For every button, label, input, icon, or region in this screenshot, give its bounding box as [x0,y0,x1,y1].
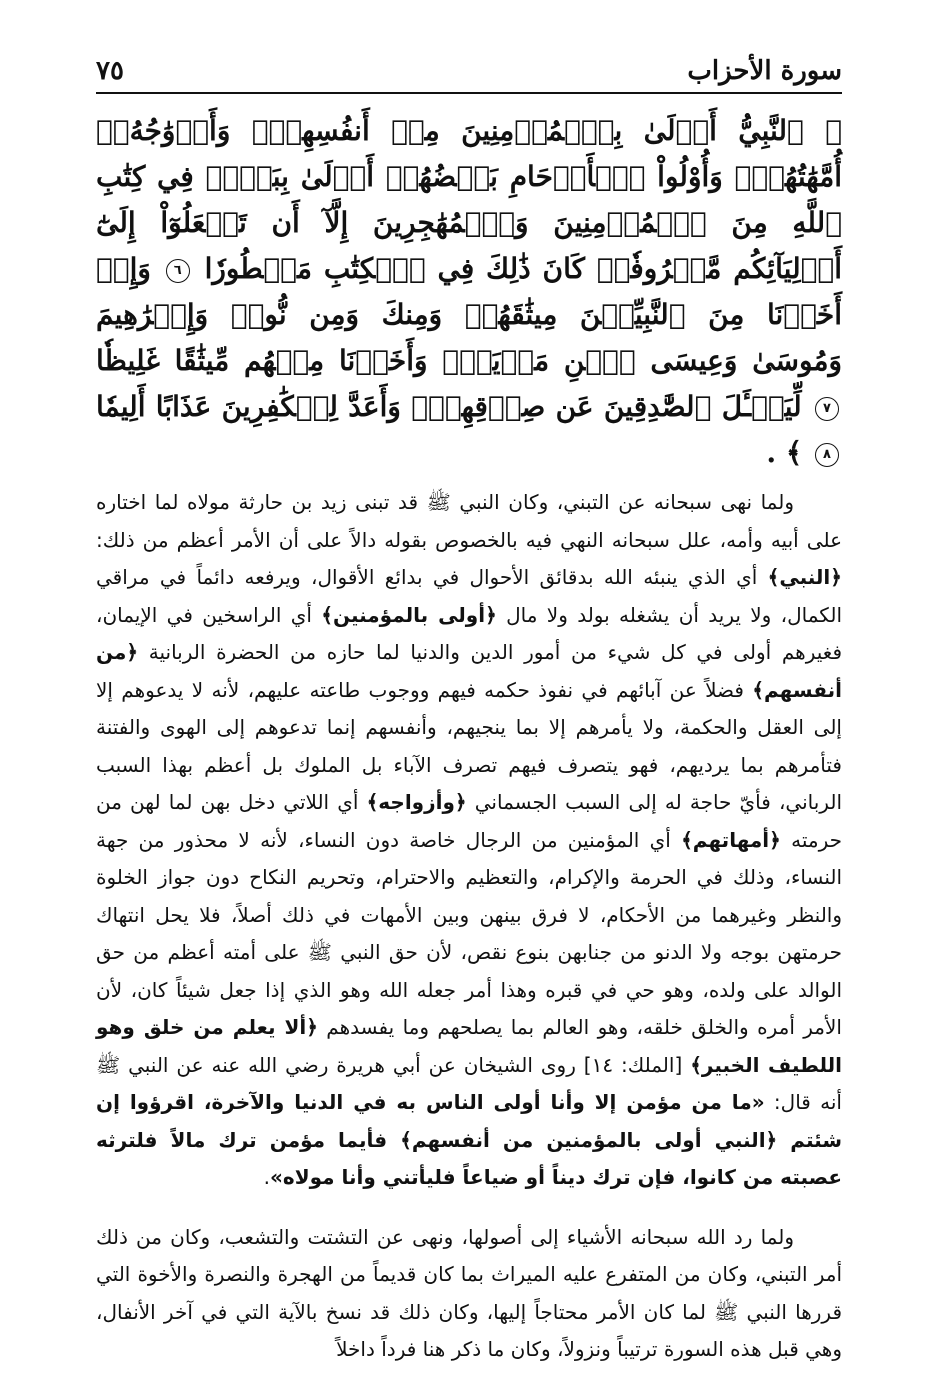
verse-block-end: ﴾ . [766,436,803,469]
text-run: أي الذي ينبئه الله بدقائق الأحوال في بدائع الأقوال، ويرفعه دائماً في مراقي الكمال، ولا يريد أن يشغله بولد ولا مال [96,565,843,627]
text-run: أي الراسخين في الإيمان، فغيرهم أولى في كل شيء من أمور الدين والدنيا لما حازه من الحضرة الربانية [96,602,842,664]
text-run: [الملك: ١٤] روى الشيخان عن أبي هريرة رضي الله عنه عن النبي ﷺ أنه قال: [96,1052,842,1114]
text-run: أي اللاتي دخل بهن لما لهن من حرمته [96,790,842,852]
verse-6-text: ﴿ ٱلنَّبِيُّ أَوۡلَىٰ بِٱلۡمُؤۡمِنِينَ مِنۡ أَنفُسِهِمۡۖ وَأَزۡوَٰجُهُۥٓ أُمَّهَٰتُهُمۡۗ وَأُوْلُواْ ٱلۡأَرۡحَامِ بَعۡضُهُمۡ أَوۡلَىٰ بِبَعۡضٖ فِي كِتَٰبِ ٱللَّهِ مِنَ ٱلۡمُؤۡمِنِينَ وَٱلۡمُهَٰجِرِينَ إِلَّآ أَن تَفۡعَلُوٓاْ إِلَىٰٓ أَوۡلِيَآئِكُم مَّعۡرُوفٗاۚ كَانَ ذَٰلِكَ فِي ٱلۡكِتَٰبِ مَسۡطُورٗا [96,114,842,285]
text-run: ولما نهى سبحانه عن التبني، وكان النبي ﷺ قد تبنى زيد بن حارثة مولاه لما اختاره على أبيه وأمه، علل سبحانه النهي فيه بالخصوص بقوله دالاً على أن الأمر أعظم من ذلك: [96,490,842,552]
quoted-term: ﴿النبي﴾ [767,565,842,589]
quoted-term: ﴿من أنفسهم﴾ [96,640,842,702]
text-run: أي المؤمنين من الرجال خاصة دون النساء، لأنه لا محذور من جهة النساء، وذلك في الحرمة والإكرام، والتعظيم والاحترام، وتحريم النكاح دون جواز الخلوة والنظر وغيرهما من الأحكام، لا فرق بينهن وبين الأمهات في ذلك أصلاً، فلا يحل انتهاك حرمتهن بوجه ولا الدنو من جنابهن بنوع نقص، لأن حق النبي ﷺ على أمته أعظم من حق الوالد على ولده، وهو حي في قبره وهذا أمر جعله الله وهو الذي إذا جعل شيئاً كان، لأن الأمر أمره والخلق خلقه، وهو العالم بما يصلحهم وما يفسدهم [96,827,842,1039]
commentary-paragraph [96,484,842,1197]
page-body [96,108,842,1389]
quran-verses [96,108,842,476]
verse-number-marker: ٨ [815,443,839,467]
quoted-term: ﴿ألا يعلم من خلق وهو اللطيف الخبير﴾ [96,1015,842,1077]
text-run: ولما رد الله سبحانه الأشياء إلى أصولها، ونهى عن التشتت والتشعب، وكان من ذلك أمر التبني، وكان من المتفرع عليه الميراث بما كان قديماً من الهجرة والنصرة والأخوة التي قررها النبي ﷺ لما كان الأمر محتاجاً إليها، وكان ذلك قد نسخ بالآية التي في آخر الأنفال، وهي قبل هذه السورة ترتيباً ونزولاً، وكان ما ذكر هنا فرداً داخلاً [96,1224,842,1361]
text-run: . [263,1165,270,1189]
quoted-term: ﴿أمهاتهم﴾ [681,827,781,852]
hadith-quote: «ما من مؤمن إلا وأنا أولى الناس به في الدنيا والآخرة، اقرؤوا إن شئتم ﴿النبي أولى بالمؤمنين من أنفسهم﴾ فأيما مؤمن ترك مالاً فلترثه عصبته من كانوا، فإن ترك ديناً أو ضياعاً فليأتني وأنا مولاه» [96,1090,842,1189]
text-run: فضلاً عن آبائهم في نفوذ حكمه فيهم ووجوب طاعته عليهم، لأنه لا يدعوهم إلا إلى العقل والحكمة، ولا يأمرهم إلا بما ينجيهم، وأنفسهم إنما تدعوهم إلى الهوى والفتنة فتأمرهم بما يرديهم، فهو يتصرف فيهم تصرف الآباء بل الملوك بل أعظم بهذا السبب الرباني، فأيّ حاجة له إلى السبب الجسماني [96,677,842,814]
surah-title: سورة الأحزاب [687,56,842,86]
page-header [96,50,842,94]
verse-number-marker: ٦ [166,259,190,283]
verse-8-text: لِّيَسۡـَٔلَ ٱلصَّٰدِقِينَ عَن صِدۡقِهِمۡۚ وَأَعَدَّ لِلۡكَٰفِرِينَ عَذَابًا أَلِيمٗا [96,390,802,423]
verse-7-text: وَإِذۡ أَخَذۡنَا مِنَ ٱلنَّبِيِّـۧنَ مِيثَٰقَهُمۡ وَمِنكَ وَمِن نُّوحٖ وَإِبۡرَٰهِيمَ وَمُوسَىٰ وَعِيسَى ٱبۡنِ مَرۡيَمَۖ وَأَخَذۡنَا مِنۡهُم مِّيثَٰقًا غَلِيظٗا [96,252,842,377]
quoted-term: ﴿أولى بالمؤمنين﴾ [321,602,497,627]
verse-number-marker: ٧ [815,397,839,421]
commentary-paragraph [96,1219,842,1369]
quoted-term: ﴿وأزواجه﴾ [366,790,467,814]
page-number: ٧٥ [96,56,124,86]
